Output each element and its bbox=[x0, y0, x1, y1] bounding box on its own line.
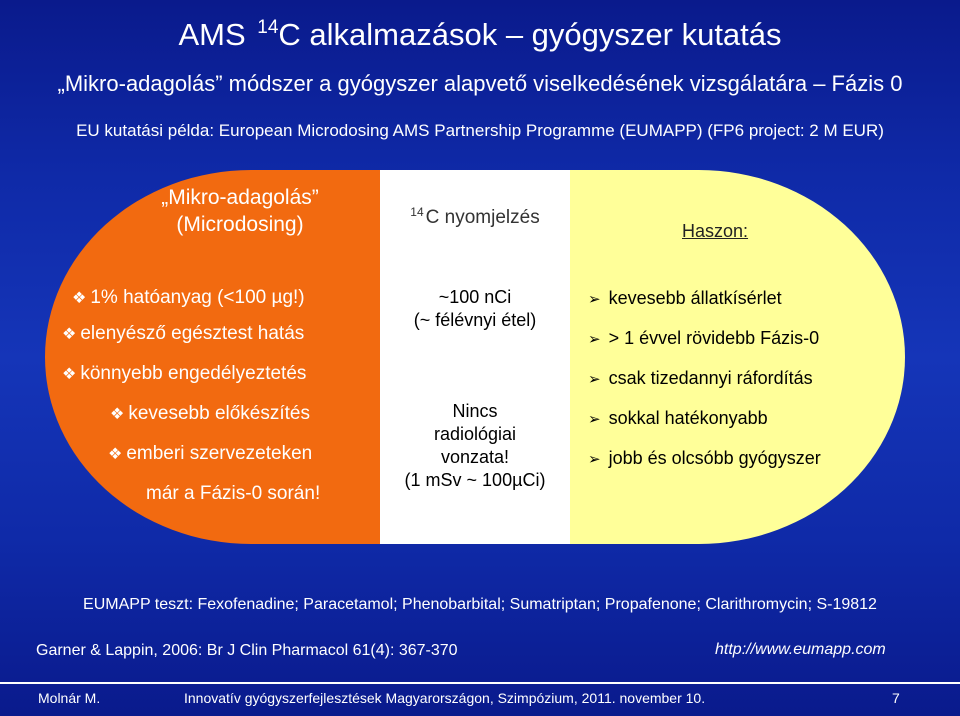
microdosing-item-text: kevesebb előkészítés bbox=[128, 403, 311, 424]
eumapp-test-line: EUMAPP teszt: Fexofenadine; Paracetamol; Phenobarbital; Sumatriptan; Propafenone; Clarithromycin; S-19812 bbox=[83, 596, 877, 613]
microdosing-item-text: elenyésző egésztest hatás bbox=[80, 323, 305, 344]
footer-divider bbox=[0, 682, 960, 684]
tracer-dose-note: (~ félévnyi étel) bbox=[413, 310, 537, 330]
microdosing-item bbox=[72, 286, 305, 311]
slide-subtitle: „Mikro-adagolás” módszer a gyógyszer alapvető viselkedésének vizsgálatára – Fázis 0 bbox=[57, 71, 903, 96]
benefit-item-text: csak tizedannyi ráfordítás bbox=[608, 368, 813, 388]
slide-title bbox=[0, 8, 960, 55]
title-superscript: 14 bbox=[257, 17, 279, 38]
tracer-dose-line: ~100 nCi bbox=[438, 287, 512, 307]
microdosing-item-text: könnyebb engedélyeztetés bbox=[80, 363, 307, 384]
benefit-item-text: jobb és olcsóbb gyógyszer bbox=[608, 448, 821, 468]
microdosing-heading-line2: (Microdosing) bbox=[176, 213, 304, 236]
diamond-bullet-icon: ❖ bbox=[62, 366, 77, 383]
microdosing-item-text: emberi szervezeteken bbox=[126, 443, 313, 464]
reference-citation: Garner & Lappin, 2006: Br J Clin Pharmacol 61(4): 367-370 bbox=[36, 642, 458, 659]
tracer-safety-line: (1 mSv ~ 100µCi) bbox=[404, 470, 546, 490]
title-prefix: AMS bbox=[178, 17, 255, 52]
microdosing-item bbox=[108, 442, 312, 467]
microdosing-item bbox=[110, 402, 310, 427]
tracer-safety-block bbox=[380, 400, 570, 492]
tracer-heading bbox=[380, 200, 570, 230]
microdosing-heading bbox=[120, 184, 360, 238]
benefit-item-text: sokkal hatékonyabb bbox=[608, 408, 768, 428]
microdosing-item bbox=[146, 482, 320, 506]
diamond-bullet-icon: ❖ bbox=[72, 290, 87, 307]
footer-author: Molnár M. bbox=[38, 690, 101, 706]
microdosing-item bbox=[62, 362, 306, 387]
benefit-item-text: > 1 évvel rövidebb Fázis-0 bbox=[608, 328, 820, 348]
microdosing-item-text: már a Fázis-0 során! bbox=[146, 483, 321, 504]
arrowhead-bullet-icon: ➢ bbox=[588, 371, 601, 388]
page-number: 7 bbox=[892, 690, 900, 706]
eumapp-link[interactable]: http://www.eumapp.com bbox=[715, 641, 886, 658]
title-suffix: C alkalmazások – gyógyszer kutatás bbox=[278, 17, 782, 52]
microdosing-heading-line1: „Mikro-adagolás” bbox=[161, 186, 319, 209]
benefit-item bbox=[588, 286, 782, 312]
diamond-bullet-icon: ❖ bbox=[108, 446, 123, 463]
benefit-item bbox=[588, 406, 768, 432]
tracer-safety-line: Nincs bbox=[452, 401, 498, 421]
benefit-heading: Haszon: bbox=[682, 221, 749, 241]
tracer-dose-block bbox=[380, 286, 570, 332]
tracer-heading-superscript: 14 bbox=[410, 205, 424, 219]
eu-research-line: EU kutatási példa: European Microdosing AMS Partnership Programme (EUMAPP) (FP6 project: 2 M EUR) bbox=[76, 121, 884, 140]
arrowhead-bullet-icon: ➢ bbox=[588, 331, 601, 348]
diamond-bullet-icon: ❖ bbox=[62, 326, 77, 343]
arrowhead-bullet-icon: ➢ bbox=[588, 411, 601, 428]
diamond-bullet-icon: ❖ bbox=[110, 406, 125, 423]
tracer-safety-line: radiológiai bbox=[433, 424, 517, 444]
microdosing-item bbox=[62, 322, 304, 347]
microdosing-item-text: 1% hatóanyag (<100 µg!) bbox=[90, 287, 305, 308]
arrowhead-bullet-icon: ➢ bbox=[588, 451, 601, 468]
benefit-item bbox=[588, 326, 819, 352]
tracer-heading-text: C nyomjelzés bbox=[425, 207, 540, 228]
benefit-item bbox=[588, 446, 821, 472]
arrowhead-bullet-icon: ➢ bbox=[588, 291, 601, 308]
benefit-item-text: kevesebb állatkísérlet bbox=[608, 288, 782, 308]
tracer-safety-line: vonzata! bbox=[440, 447, 510, 467]
benefit-item bbox=[588, 366, 813, 392]
footer-event: Innovatív gyógyszerfejlesztések Magyarországon, Szimpózium, 2011. november 10. bbox=[184, 690, 706, 706]
